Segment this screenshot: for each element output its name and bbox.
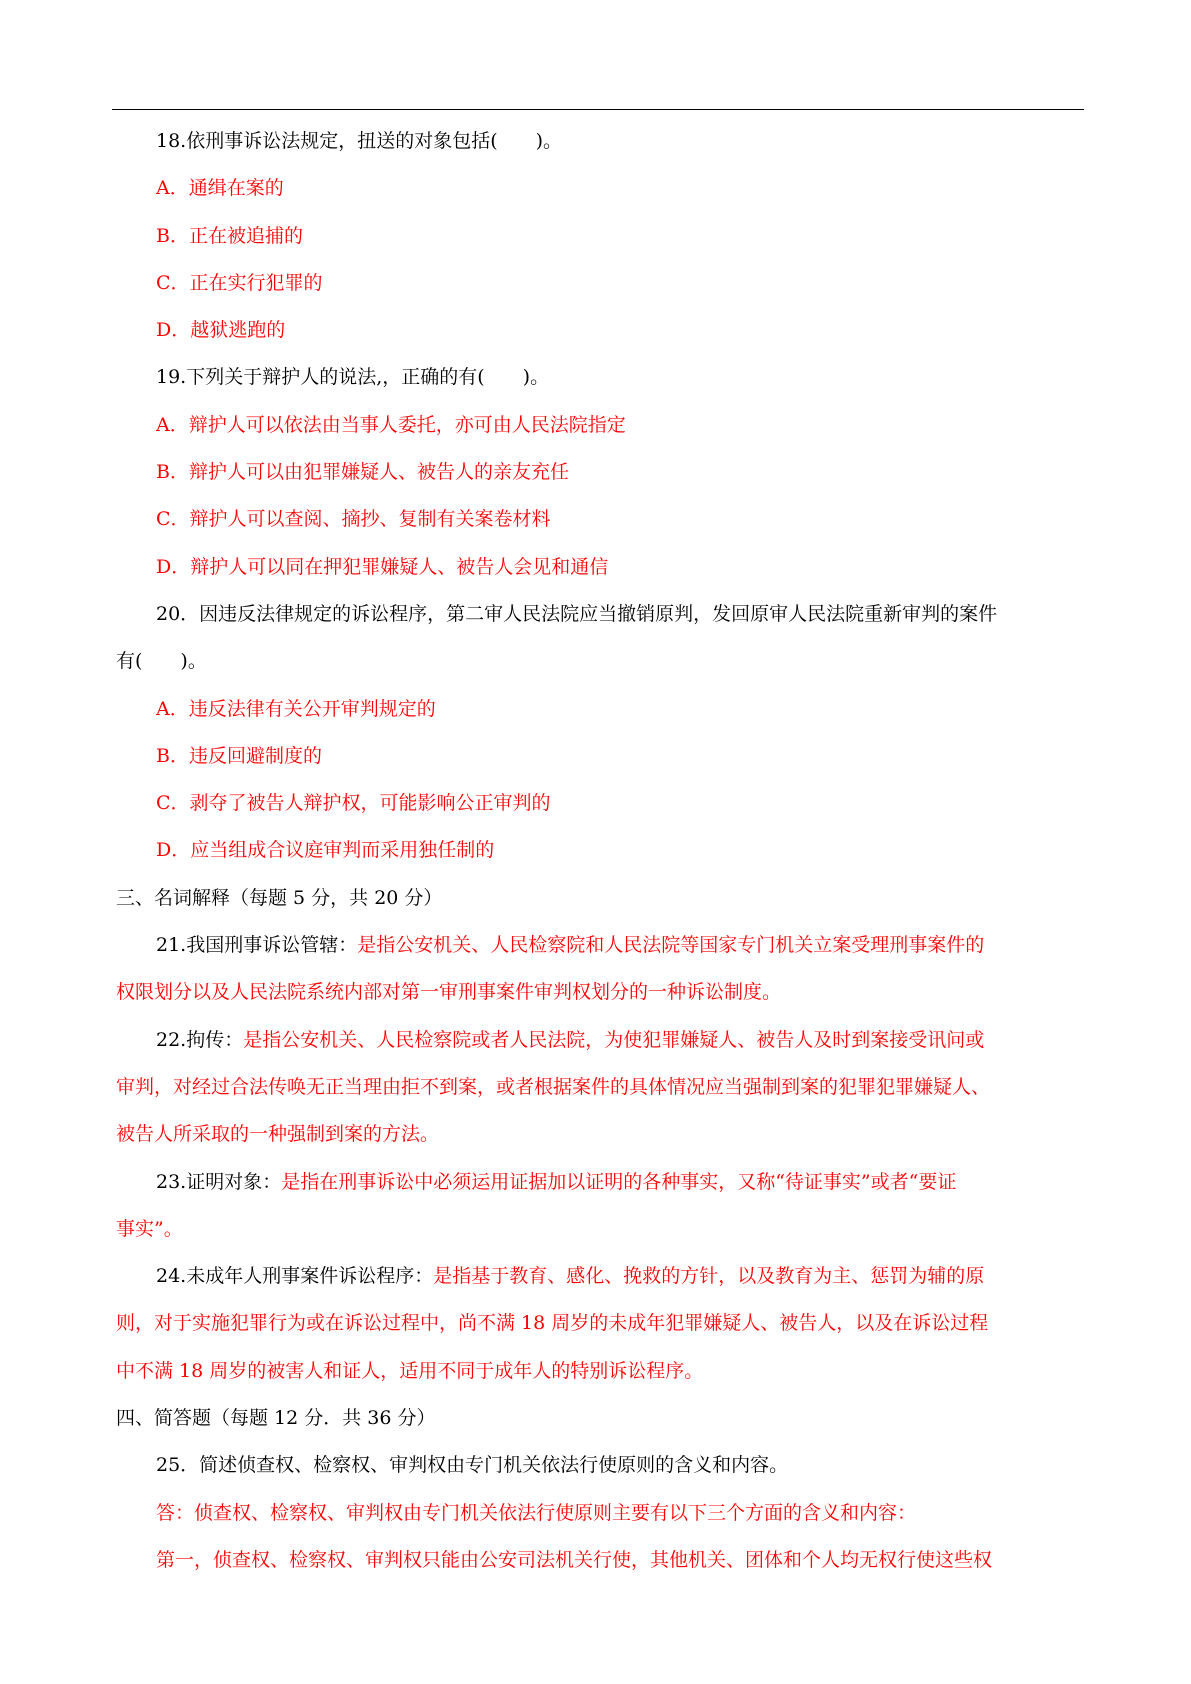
question-20-option-c: C．剥夺了被告人辩护权，可能影响公正审判的 [156, 792, 551, 815]
question-20-stem-line-1: 20．因违反法律规定的诉讼程序，第二审人民法院应当撤销原判，发回原审人民法院重新审判的案件 [156, 602, 998, 625]
question-19-option-a: A．辩护人可以依法由当事人委托，亦可由人民法院指定 [156, 413, 626, 436]
question-19-option-b: B．辩护人可以由犯罪嫌疑人、被告人的亲友充任 [156, 461, 569, 484]
question-18-option-b: B．正在被追捕的 [156, 224, 303, 247]
question-19-stem: 19.下列关于辩护人的说法,，正确的有( )。 [156, 366, 550, 389]
term-23-definition-line-2: 事实”。 [116, 1217, 183, 1240]
section-3-title: 三、名词解释（每题 5 分，共 20 分） [116, 886, 443, 909]
question-19 [116, 354, 1084, 590]
term-22-name: 22.拘传： [156, 1028, 244, 1051]
term-22 [116, 1017, 1084, 1159]
question-18-option-a: A．通缉在案的 [156, 177, 284, 200]
document-body [116, 118, 1084, 1584]
term-21-definition-line-2: 权限划分以及人民法院系统内部对第一审刑事案件审判权划分的一种诉讼制度。 [116, 981, 782, 1004]
term-22-definition-line-2: 审判，对经过合法传唤无正当理由拒不到案，或者根据案件的具体情况应当强制到案的犯罪犯罪嫌疑人、 [116, 1075, 991, 1098]
section-4-title: 四、简答题（每题 12 分．共 36 分） [116, 1407, 436, 1430]
term-22-definition-line-3: 被告人所采取的一种强制到案的方法。 [116, 1123, 440, 1146]
question-25 [116, 1442, 1084, 1584]
term-22-definition-line-1: 是指公安机关、人民检察院或者人民法院，为使犯罪嫌疑人、被告人及时到案接受讯问或 [243, 1028, 985, 1051]
question-20 [116, 591, 1084, 875]
term-24-name: 24.未成年人刑事案件诉讼程序： [156, 1265, 434, 1288]
question-20-option-b: B．违反回避制度的 [156, 744, 322, 767]
term-21 [116, 922, 1084, 1017]
question-20-option-a: A．违反法律有关公开审判规定的 [156, 697, 436, 720]
header-rule [112, 109, 1084, 110]
question-19-option-d: D．辩护人可以同在押犯罪嫌疑人、被告人会见和通信 [156, 555, 609, 578]
question-20-option-d: D．应当组成合议庭审判而采用独任制的 [156, 839, 495, 862]
term-23-name: 23.证明对象： [156, 1170, 282, 1193]
question-18-stem: 18.依刑事诉讼法规定，扭送的对象包括( )。 [156, 130, 563, 152]
term-23 [116, 1159, 1084, 1254]
term-21-name: 21.我国刑事诉讼管辖： [156, 934, 358, 957]
question-18-option-d: D．越狱逃跑的 [156, 319, 286, 342]
term-21-definition-line-1: 是指公安机关、人民检察院和人民法院等国家专门机关立案受理刑事案件的 [357, 934, 985, 957]
term-24-definition-line-2: 则，对于实施犯罪行为或在诉讼过程中，尚不满 18 周岁的未成年犯罪嫌疑人、被告人，以及在诉讼过程 [116, 1312, 989, 1335]
question-18 [116, 118, 1084, 354]
question-19-option-c: C．辩护人可以查阅、摘抄、复制有关案卷材料 [156, 508, 551, 531]
term-24-definition-line-3: 中不满 18 周岁的被害人和证人，适用不同于成年人的特别诉讼程序。 [116, 1359, 704, 1382]
term-24-definition-line-1: 是指基于教育、感化、挽救的方针，以及教育为主、惩罚为辅的原 [433, 1265, 985, 1288]
question-25-stem: 25．简述侦查权、检察权、审判权由专门机关依法行使原则的含义和内容。 [156, 1454, 789, 1477]
question-25-point-1: 第一，侦查权、检察权、审判权只能由公安司法机关行使，其他机关、团体和个人均无权行使这些权 [156, 1548, 993, 1571]
question-18-option-c: C．正在实行犯罪的 [156, 271, 323, 294]
term-24 [116, 1253, 1084, 1395]
question-25-answer: 答：侦查权、检察权、审判权由专门机关依法行使原则主要有以下三个方面的含义和内容： [156, 1501, 917, 1524]
term-23-definition-line-1: 是指在刑事诉讼中必须运用证据加以证明的各种事实，又称“待证事实”或者“要证 [281, 1170, 957, 1193]
question-20-stem-line-2: 有( )。 [116, 650, 207, 673]
